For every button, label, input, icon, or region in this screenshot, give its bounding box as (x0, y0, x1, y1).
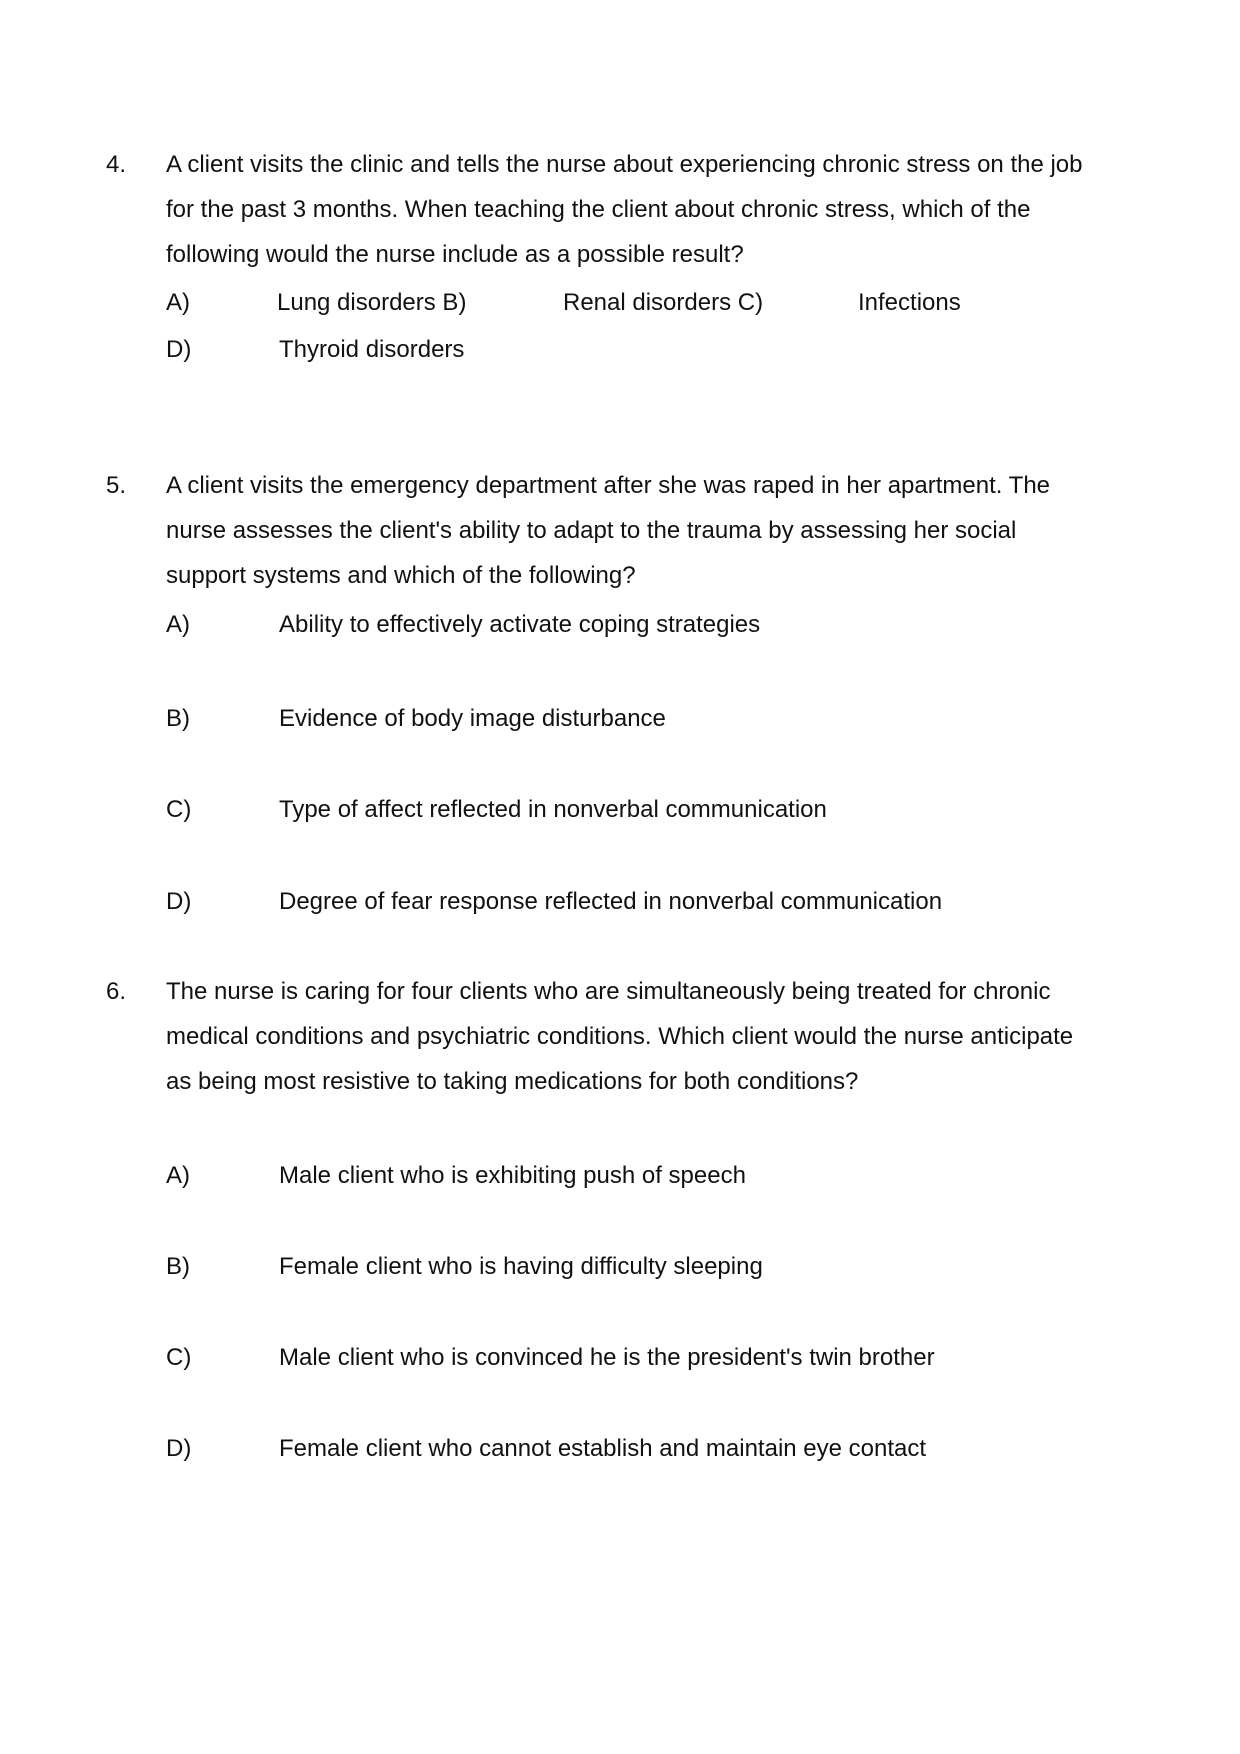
question-4-option-a-text: Lung disorders B) (277, 289, 467, 316)
question-6-option-d-letter: D) (166, 1435, 192, 1462)
question-4-option-d-text: Thyroid disorders (279, 336, 465, 363)
question-4-stem: A client visits the clinic and tells the nurse about experiencing chronic stress on the job for the past 3 months. When teaching the client about chronic stress, which of the following would the nurse include as a possible result? (166, 151, 1083, 268)
question-5-option-d-letter: D) (166, 888, 192, 915)
question-5-number: 5. (106, 472, 127, 499)
question-5-option-a-text: Ability to effectively activate coping strategies (279, 611, 761, 638)
question-6-option-c-letter: C) (166, 1344, 192, 1371)
question-6-option-a-text: Male client who is exhibiting push of speech (279, 1162, 746, 1189)
question-5-option-c-text: Type of affect reflected in nonverbal communication (279, 796, 827, 823)
question-5-option-b-text: Evidence of body image disturbance (279, 705, 666, 732)
question-5-option-c-letter: C) (166, 796, 192, 823)
question-6-option-a-letter: A) (166, 1162, 190, 1189)
question-6-number: 6. (106, 978, 127, 1005)
question-4-number: 4. (106, 151, 127, 178)
question-6-option-d-text: Female client who cannot establish and maintain eye contact (279, 1435, 927, 1462)
question-6-stem: The nurse is caring for four clients who are simultaneously being treated for chronic medical conditions and psychiatric conditions. Which client would the nurse anticipate as being most resistive to taking medications for both conditions? (166, 978, 1074, 1095)
question-4-option-d-letter: D) (166, 336, 192, 363)
question-4-option-c-text: Infections (858, 289, 961, 316)
question-6-option-b-letter: B) (166, 1253, 190, 1280)
question-5-option-a-letter: A) (166, 611, 190, 638)
question-5-option-b-letter: B) (166, 705, 190, 732)
question-4-option-a-letter: A) (166, 289, 190, 316)
question-5-stem: A client visits the emergency department after she was raped in her apartment. The nurse assesses the client's ability to adapt to the trauma by assessing her social support systems and which of the following? (166, 472, 1051, 589)
question-6-option-b-text: Female client who is having difficulty sleeping (279, 1253, 763, 1280)
question-6-option-c-text: Male client who is convinced he is the president's twin brother (279, 1344, 935, 1371)
question-4-option-b-text: Renal disorders C) (563, 289, 764, 316)
question-5-option-d-text: Degree of fear response reflected in nonverbal communication (279, 888, 943, 915)
